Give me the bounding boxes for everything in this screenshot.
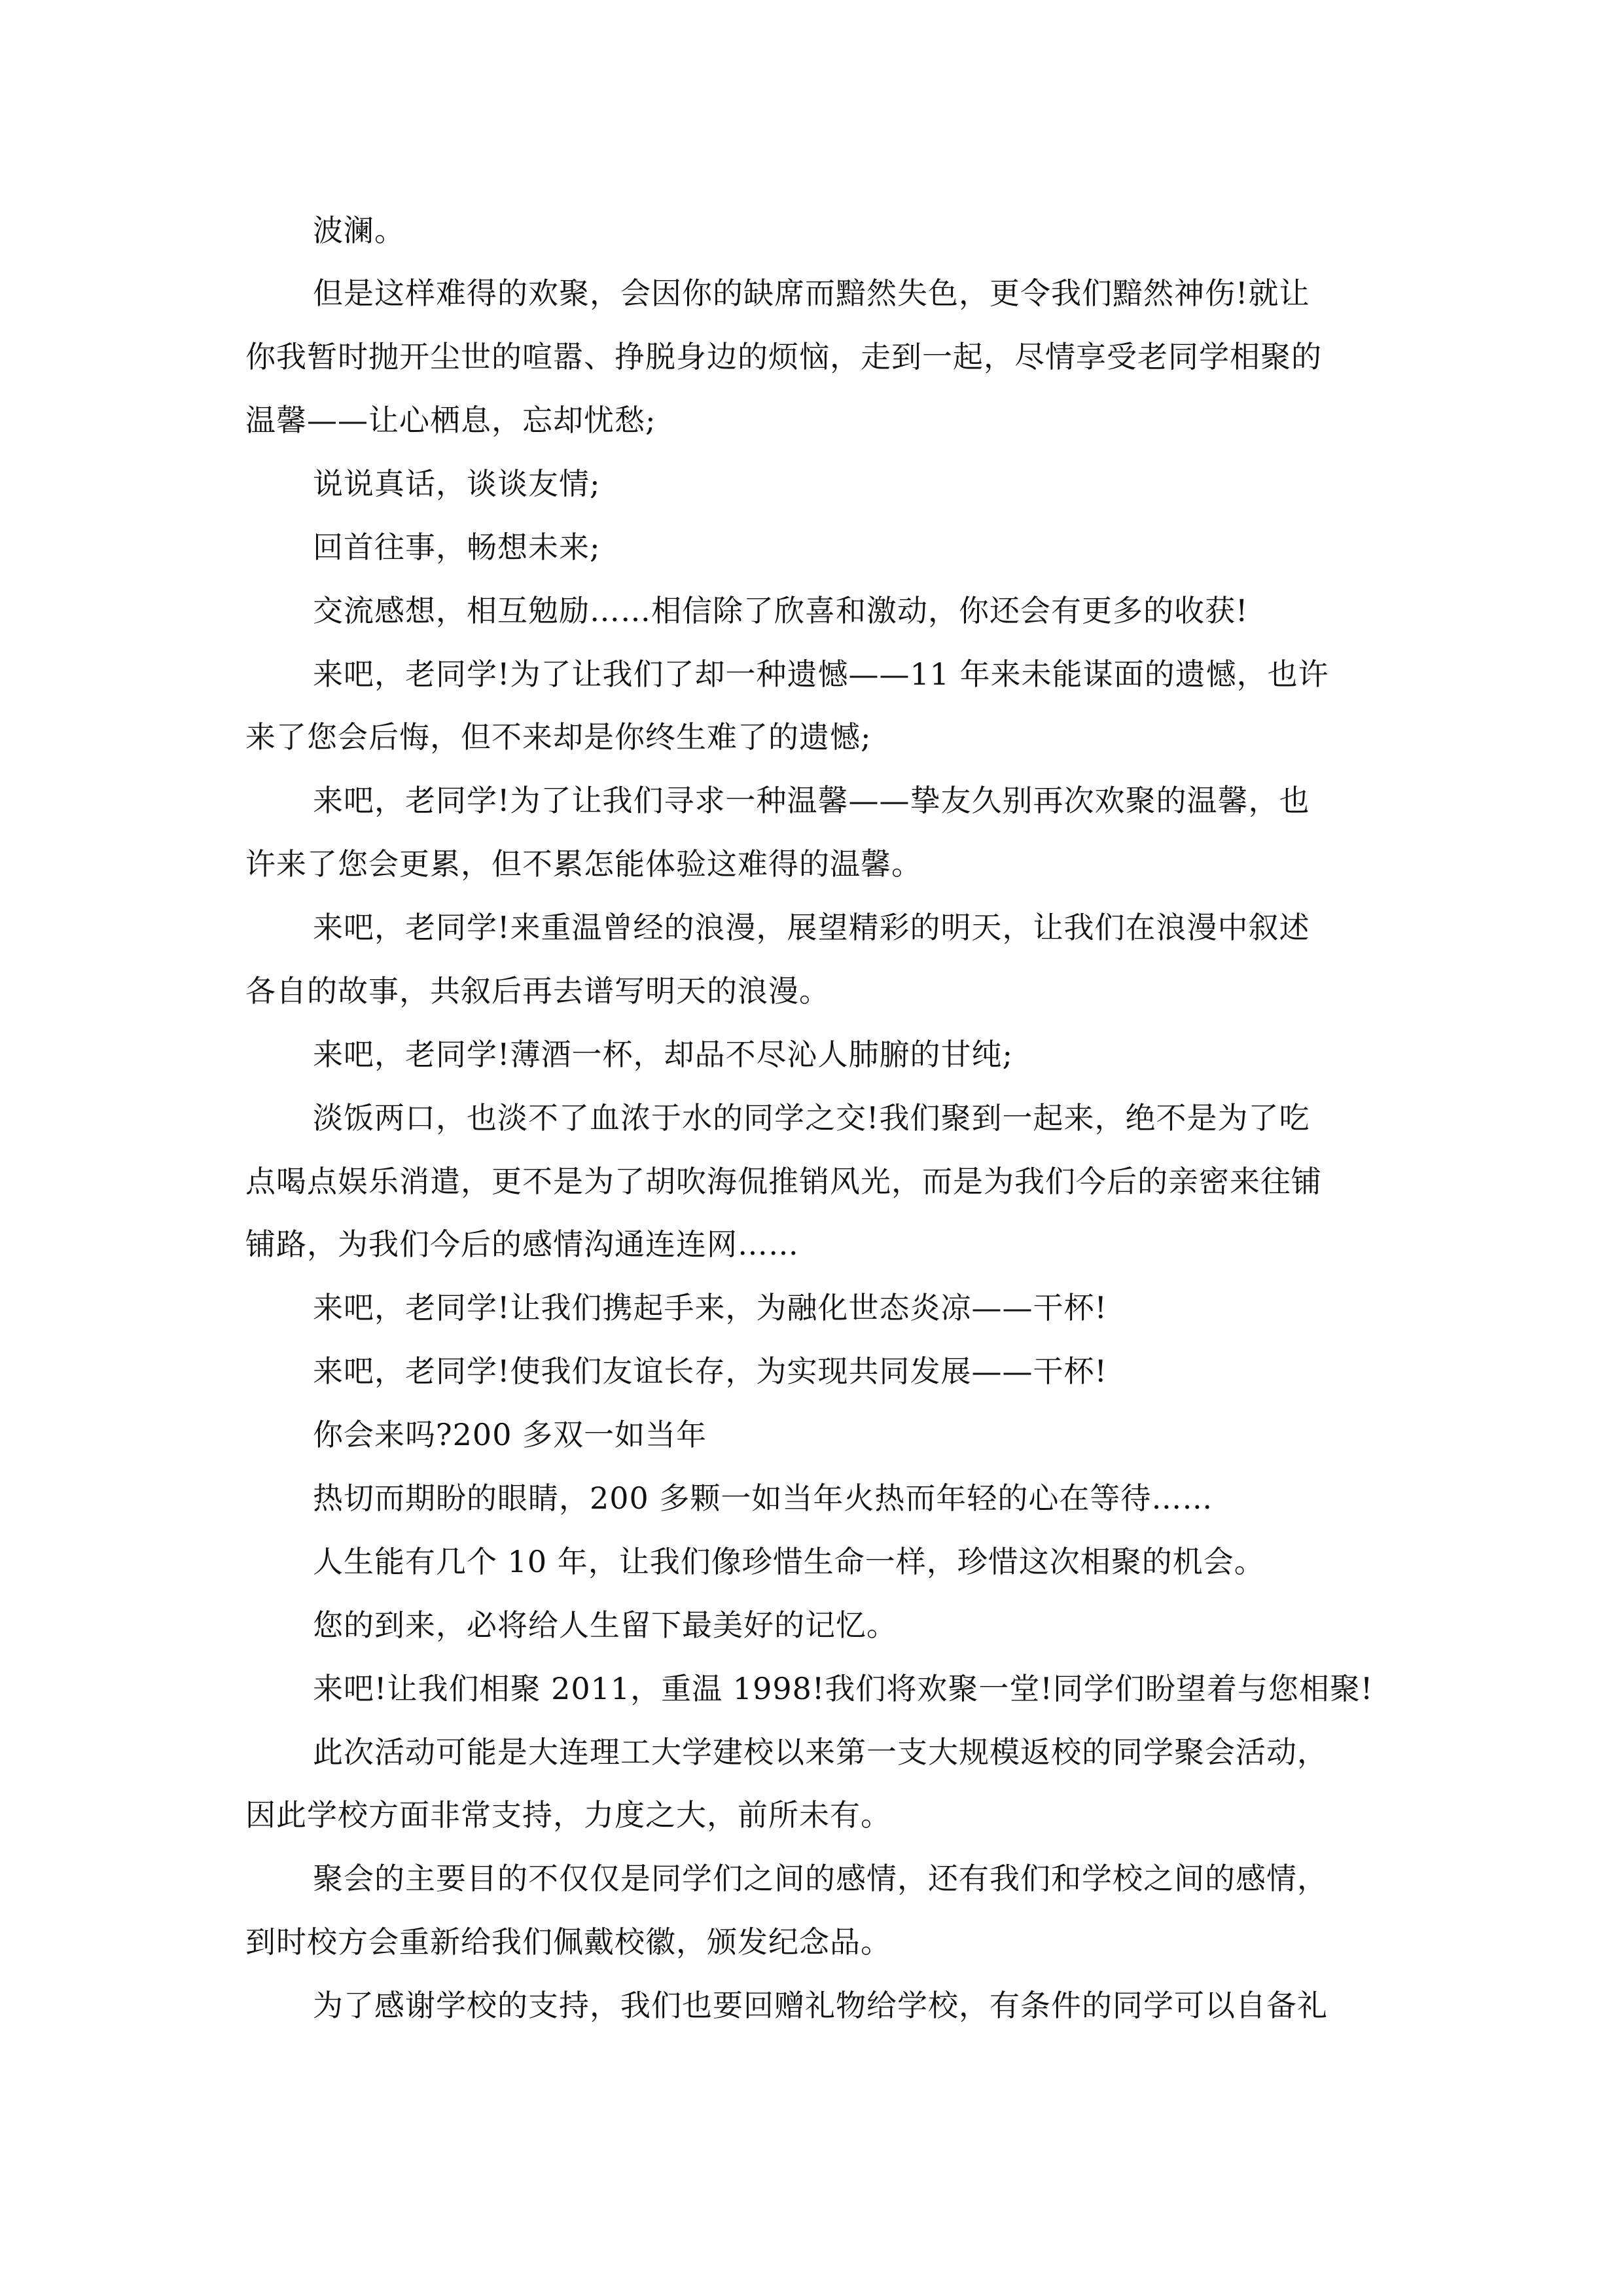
- text-line: 聚会的主要目的不仅仅是同学们之间的感情，还有我们和学校之间的感情，: [313, 1861, 1328, 1896]
- text-line: 淡饭两口，也淡不了血浓于水的同学之交!我们聚到一起来，绝不是为了吃: [313, 1100, 1310, 1136]
- text-line: 但是这样难得的欢聚，会因你的缺席而黯然失色，更令我们黯然神伤!就让: [313, 276, 1310, 311]
- text-line: 铺路，为我们今后的感情沟通连连网……: [245, 1227, 799, 1262]
- text-line: 点喝点娱乐消遣，更不是为了胡吹海侃推销风光，而是为我们今后的亲密来往铺: [245, 1164, 1322, 1199]
- text-line: 来了您会后悔，但不来却是你终生难了的遗憾;: [245, 719, 872, 755]
- text-line: 来吧，老同学!为了让我们了却一种遗憾——11 年来未能谋面的遗憾，也许: [313, 656, 1329, 692]
- text-line: 温馨——让心栖息，忘却忧愁;: [245, 403, 656, 438]
- text-line: 回首往事，畅想未来;: [313, 529, 601, 565]
- text-line: 您的到来，必将给人生留下最美好的记忆。: [313, 1607, 897, 1643]
- text-line: 来吧，老同学!为了让我们寻求一种温馨——挚友久别再次欢聚的温馨，也: [313, 783, 1310, 818]
- text-line: 人生能有几个 10 年，让我们像珍惜生命一样，珍惜这次相聚的机会。: [313, 1544, 1265, 1579]
- text-line: 各自的故事，共叙后再去谱写明天的浪漫。: [245, 973, 830, 1009]
- text-line: 因此学校方面非常支持，力度之大，前所未有。: [245, 1797, 891, 1833]
- text-line: 你会来吗?200 多双一如当年: [313, 1417, 707, 1452]
- text-line: 来吧，老同学!使我们友谊长存，为实现共同发展——干杯!: [313, 1354, 1107, 1389]
- text-line: 为了感谢学校的支持，我们也要回赠礼物给学校，有条件的同学可以自备礼: [313, 1988, 1328, 2023]
- text-line: 来吧，老同学!来重温曾经的浪漫，展望精彩的明天，让我们在浪漫中叙述: [313, 910, 1310, 945]
- text-line: 此次活动可能是大连理工大学建校以来第一支大规模返校的同学聚会活动，: [313, 1734, 1328, 1770]
- text-line: 许来了您会更累，但不累怎能体验这难得的温馨。: [245, 846, 922, 882]
- text-line: 热切而期盼的眼睛，200 多颗一如当年火热而年轻的心在等待……: [313, 1480, 1213, 1516]
- text-line: 来吧，老同学!薄酒一杯，却品不尽沁人肺腑的甘纯;: [313, 1037, 1013, 1072]
- text-line: 说说真话，谈谈友情;: [313, 466, 601, 501]
- text-line: 你我暂时抛开尘世的喧嚣、挣脱身边的烦恼，走到一起，尽情享受老同学相聚的: [245, 339, 1322, 374]
- text-line: 来吧，老同学!让我们携起手来，为融化世态炎凉——干杯!: [313, 1290, 1107, 1325]
- text-line: 交流感想，相互勉励……相信除了欣喜和激动，你还会有更多的收获!: [313, 593, 1249, 628]
- text-line: 到时校方会重新给我们佩戴校徽，颁发纪念品。: [245, 1924, 891, 1960]
- text-line: 来吧!让我们相聚 2011，重温 1998!我们将欢聚一堂!同学们盼望着与您相聚!: [313, 1671, 1374, 1706]
- text-line: 波澜。: [313, 213, 405, 248]
